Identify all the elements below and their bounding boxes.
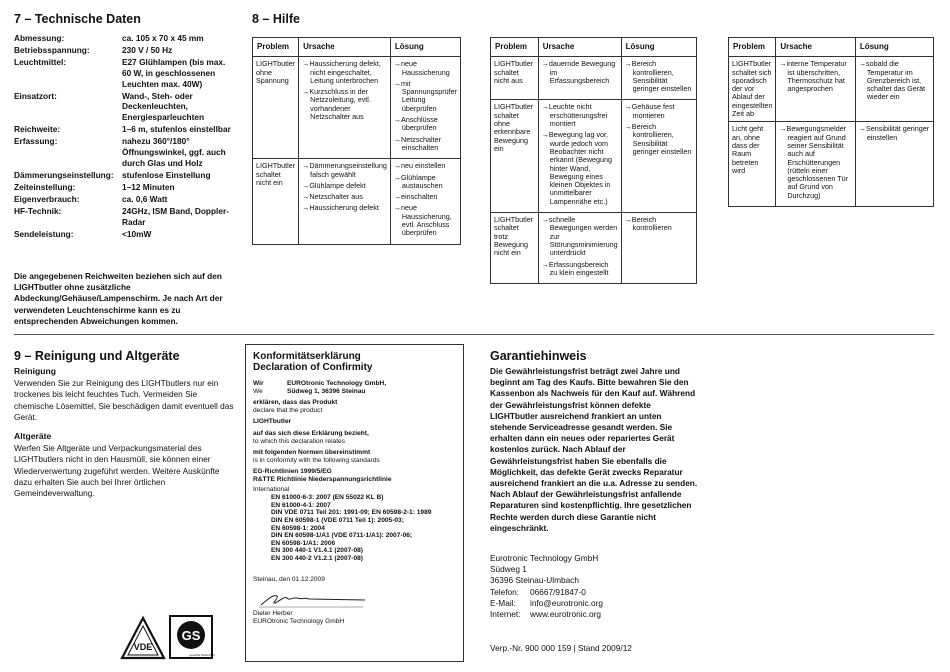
technical-data-value: <10mW: [122, 229, 152, 240]
technical-data-key: Leuchtmittel:: [14, 57, 67, 68]
help-causes-item: → Erfassungsbereich zu klein eingestellt: [542, 261, 618, 278]
web-value[interactable]: www.eurotronic.org: [530, 609, 602, 620]
svg-text:GS: GS: [181, 628, 201, 643]
help-causes-item: → Bewegungsmelder reagiert auf Grund seiner Sensibilität auch auf Erschütterungen (rütteln einer geschlossenen Tür auf Grund von Durchzug): [779, 125, 851, 200]
svg-text:VDE: VDE: [133, 642, 153, 652]
web-label: Internet:: [490, 609, 521, 620]
help-solutions: [855, 57, 933, 122]
directives-2: R&TTE Richtlinie Niederspannungsrichtlinie: [253, 475, 392, 483]
technical-data-row: [14, 182, 236, 193]
help-solutions-item: → neu einstellen: [394, 162, 457, 170]
help-causes: [538, 57, 621, 100]
relates-de: auf das sich diese Erklärung bezieht,: [253, 429, 369, 437]
declare-en: declare that the product: [253, 406, 323, 414]
technical-data-row: [14, 33, 236, 44]
technical-data-key: HF-Technik:: [14, 206, 62, 217]
vde-mark-icon: [122, 618, 164, 658]
technical-data-table: [14, 33, 236, 241]
disposal-subtitle: Altgeräte: [14, 431, 52, 442]
help-solutions: [855, 122, 933, 207]
help-problem: LIGHTbutler schaltet sich sporadisch der vor Ablauf der eingestellten Zeit ab: [729, 57, 776, 122]
help-solutions-item: → Anschlüsse überprüfen: [394, 116, 457, 133]
technical-data-key: Einsatzort:: [14, 90, 57, 101]
help-solutions: [621, 100, 696, 213]
technical-data-value: ca. 105 x 70 x 45 mm: [122, 33, 204, 43]
help-causes-item: → interne Temperatur ist überschritten, Thermoschutz hat angesprochen: [779, 60, 851, 93]
help-header-row: [491, 38, 697, 57]
help-solutions: [390, 159, 460, 244]
technical-data-row: [14, 206, 236, 227]
help-header-solution: Lösung: [390, 38, 460, 57]
service-address: [490, 553, 700, 620]
standard-item: EN 60598-1/A1: 2006: [271, 539, 336, 547]
disposal-text: Werfen Sie Altgeräte und Verpackungsmaterial des LIGHTbutlers nicht in den Hausmüll, sie können einer Wiederverwertung zugeführt werden. Weitere Auskünfte dazu erhalten Sie auch bei Ihrer örtlichen Gemeindeverwaltung.: [14, 443, 220, 499]
help-solutions-item: → mit Spannungsprüfer Leitung überprüfen: [394, 80, 457, 113]
cleaning-title: 9 – Reinigung und Altgeräte: [14, 349, 180, 363]
conformity-address: Südweg 1, 36396 Steinau: [287, 387, 366, 395]
help-problem: LIGHTbutler schaltet nicht aus: [491, 57, 539, 100]
help-row: [491, 213, 697, 284]
certification-marks: [118, 610, 238, 662]
technical-data-row: [14, 124, 236, 135]
help-causes: [538, 100, 621, 213]
technical-data-title: 7 – Technische Daten: [14, 12, 141, 26]
conformity-declaration: [245, 344, 464, 662]
technical-data-key: Dämmerungseinstellung:: [14, 169, 114, 180]
technical-data-key: Eigenverbrauch:: [14, 194, 80, 205]
help-problem: LIGHTbutler schaltet ohne erkennbare Bewegung ein: [491, 100, 539, 213]
help-solutions: [621, 213, 696, 284]
standard-item: EN 300 440-2 V1.2.1 (2007-08): [271, 554, 364, 562]
help-solutions-item: → Bereich kontrollieren, Sensibilität geringer einstellen: [625, 60, 693, 93]
gs-mark-icon: [170, 616, 215, 658]
help-solutions-item: → neue Haussicherung: [394, 60, 457, 77]
help-row: [253, 57, 461, 159]
technical-data-key: Erfassung:: [14, 136, 58, 147]
help-row: [729, 122, 934, 207]
help-solutions-item: → Netzschalter einschalten: [394, 136, 457, 153]
cleaning-section: [14, 366, 236, 499]
help-causes-item: → schnelle Bewegungen werden zur Störungsminimierung unterdrückt: [542, 216, 618, 257]
technical-data-row: [14, 229, 236, 240]
technical-data-key: Betriebsspannung:: [14, 45, 90, 56]
help-causes: [776, 57, 855, 122]
technical-data-row: [14, 45, 236, 56]
help-header-cause: Ursache: [538, 38, 621, 57]
help-table-2: [490, 37, 697, 284]
technical-data-key: Reichweite:: [14, 124, 61, 135]
help-row: [491, 100, 697, 213]
help-causes-item: → Leuchte nicht erschütterungsfrei montiert: [542, 103, 618, 128]
email-value[interactable]: info@eurotronic.org: [530, 597, 603, 608]
norms-en: is in conformity with the following standards: [253, 456, 380, 464]
technical-data-key: Abmessung:: [14, 33, 65, 43]
help-header-row: [729, 38, 934, 57]
signer-company: EUROtronic Technology GmbH: [253, 617, 345, 625]
help-problem: Licht geht an, ohne dass der Raum betreten wird: [729, 122, 776, 207]
help-causes-item: → Glühlampe defekt: [302, 182, 387, 190]
standards-list: [253, 494, 456, 562]
package-number: Verp.-Nr. 900 000 159 | Stand 2009/12: [490, 643, 632, 653]
technical-data-row: [14, 136, 236, 168]
help-header-solution: Lösung: [855, 38, 933, 57]
standard-item: DIN EN 60598-1 (VDE 0711 Teil 1): 2005-03;: [271, 516, 404, 524]
international-label: International: [253, 485, 290, 493]
technical-data-value: E27 Glühlampen (bis max. 60 W, in geschlossenen Leuchten max. 40W): [122, 57, 226, 89]
help-table-3: [728, 37, 934, 207]
help-problem: LIGHTbutler schaltet trotz Bewegung nicht ein: [491, 213, 539, 284]
help-solutions-item: → sobald die Temperatur im Grenzbereich ist, schaltet das Gerät wieder ein: [859, 60, 930, 101]
address-city: 36396 Steinau-Ulmbach: [490, 575, 580, 586]
signature-icon: [253, 588, 373, 610]
directives: EG-Richtlinien 1999/5/EG: [253, 468, 332, 476]
guarantee-title: Garantiehinweis: [490, 349, 587, 363]
address-street: Südweg 1: [490, 564, 527, 575]
help-causes-item: → Netzschalter aus: [302, 193, 387, 201]
email-label: E-Mail:: [490, 597, 516, 608]
conformity-title-en: Declaration of Confirmity: [253, 362, 373, 373]
cleaning-text: Verwenden Sie zur Reinigung des LIGHTbutlers nur ein trockenes bis leicht feuchtes Tuch. Vermeiden Sie chemische Lösemittel, Sie beschädigen damit eventuell das Gerät.: [14, 378, 234, 422]
standard-item: EN 61000-4-1: 2007: [271, 501, 331, 509]
help-causes: [538, 213, 621, 284]
place-date: Steinau, den 01.12.2009: [253, 576, 325, 584]
technical-data-row: [14, 57, 236, 89]
technical-data-value: ca. 0,6 Watt: [122, 194, 168, 205]
help-causes-item: → Haussicherung defekt, nicht eingeschaltet, Leitung unterbrochen: [302, 60, 387, 85]
technical-data-value: 24GHz, ISM Band, Doppler-Radar: [122, 206, 229, 227]
technical-data-value: stufenlose Einstellung: [122, 169, 211, 180]
section-divider: [14, 334, 934, 335]
conformity-title-de: Konformitätserklärung: [253, 351, 361, 362]
help-row: [253, 159, 461, 244]
address-company: Eurotronic Technology GmbH: [490, 553, 599, 563]
guarantee-text: Die Gewährleistungsfrist beträgt zwei Jahre und beginnt am Tag des Kaufs. Bitte bewahren Sie den Kassenbon als Nachweis für den Kauf auf. Während der Gewährleistungsfrist können defekte LIGHTbutler ausreichend frankiert an unten stehende Serviceadresse gesandt werden. Sie erhalten dann ein neues oder repariertes Gerät kostenlos zurück. Nach Ablauf der Gewährleistungsfrist haben Sie ebenfalls die Möglichkeit, das defekte Gerät zwecks Reparatur ausreichend frankiert an die u.a. Adresse zu senden. Nach Ablauf der Gewährleistungsfrist anfallende Reparaturen sind kostenpflichtig. Ihre gesetzlichen Rechte werden durch diese Garantie nicht eingeschränkt.: [490, 366, 698, 533]
standard-item: DIN VDE 0711 Teil 201: 1991-09; EN 60598-2-1: 1989: [271, 509, 432, 517]
help-causes: [299, 57, 391, 159]
cleaning-subtitle: Reinigung: [14, 366, 57, 376]
technical-data-note: Die angegebenen Reichweiten beziehen sich auf den LIGHTbutler ohne zusätzliche Abdeckung/Gehäuse/Lampenschirm. Je nach Art der verwendeten Leuchtenschirme kann es zu entsprechenden Abweichungen kommen.: [14, 271, 223, 326]
help-causes: [776, 122, 855, 207]
we-label-de: Wir: [253, 380, 264, 387]
conformity-company: EUROtronic Technology GmbH,: [287, 380, 387, 387]
help-solutions: [390, 57, 460, 159]
we-label-en: We: [253, 387, 263, 395]
phone-label: Telefon:: [490, 586, 520, 597]
help-solutions-item: → Sensibilität geringer einstellen: [859, 125, 930, 142]
standard-item: DIN EN 60598-1/A1 (VDE 0711-1/A1): 2007-06;: [271, 532, 413, 540]
help-header-cause: Ursache: [776, 38, 855, 57]
technical-data-key: Sendeleistung:: [14, 229, 74, 240]
help-causes-item: → Kurzschluss in der Netzzuleitung, evtl. vorhandener Netzschalter aus: [302, 88, 387, 121]
standard-item: EN 300 440-1 V1.4.1 (2007-08): [271, 547, 364, 555]
help-table-1: [252, 37, 461, 245]
help-row: [729, 57, 934, 122]
technical-data-row: [14, 194, 236, 205]
help-causes-item: → Bewegung lag vor, wurde jedoch vom Beobachter nicht erkannt (Bewegung hinter Wand, Bewegung eines kleinen Objektes in unmittelbarer Lampennähe etc.): [542, 131, 618, 206]
help-title: 8 – Hilfe: [252, 12, 300, 26]
help-problem: LIGHTbutler schaltet nicht ein: [253, 159, 299, 244]
help-header-row: [253, 38, 461, 57]
help-solutions-item: → neue Haussicherung, evtl. Anschluss überprüfen: [394, 204, 457, 237]
help-solutions-item: → Bereich kontrollieren, Sensibilität geringer einstellen: [625, 123, 693, 156]
phone-value: 06667/91847-0: [530, 586, 586, 597]
technical-data-key: Zeiteinstellung:: [14, 181, 76, 192]
technical-data-row: [14, 170, 236, 181]
technical-data-row: [14, 91, 236, 123]
help-header-problem: Problem: [491, 38, 539, 57]
relates-en: to which this declaration relates: [253, 437, 345, 445]
standard-item: EN 60598-1: 2004: [271, 524, 325, 532]
help-solutions-item: → Glühlampe austauschen: [394, 174, 457, 191]
help-solutions-item: → einschalten: [394, 193, 457, 201]
help-problem: LIGHTbutler ohne Spannung: [253, 57, 299, 159]
technical-data-value: nahezu 360°/180° Öffnungswinkel, ggf. auch durch Glas und Holz: [122, 136, 226, 168]
technical-data-value: 1–6 m, stufenlos einstellbar: [122, 124, 231, 135]
help-causes-item: → Haussicherung defekt: [302, 204, 387, 212]
conformity-product: LIGHTbutler: [253, 418, 292, 426]
help-solutions: [621, 57, 696, 100]
help-causes-item: → dauernde Bewegung im Erfassungsbereich: [542, 60, 618, 85]
help-row: [491, 57, 697, 100]
help-causes-item: → Dämmerungseinstellung falsch gewählt: [302, 162, 387, 179]
declare-de: erklären, dass das Produkt: [253, 399, 338, 407]
help-header-problem: Problem: [729, 38, 776, 57]
help-solutions-item: → Bereich kontrollieren: [625, 216, 693, 233]
technical-data-value: 1–12 Minuten: [122, 181, 175, 192]
standard-item: EN 61000-6-3: 2007 (EN 55022 KL B): [271, 494, 384, 502]
help-header-solution: Lösung: [621, 38, 696, 57]
help-causes: [299, 159, 391, 244]
help-header-problem: Problem: [253, 38, 299, 57]
help-solutions-item: → Gehäuse fest montieren: [625, 103, 693, 120]
norms-de: mit folgenden Normen übereinstimmt: [253, 449, 371, 457]
technical-data-value: Wand-, Steh- oder Deckenleuchten, Energiesparleuchten: [122, 90, 205, 122]
technical-data-value: 230 V / 50 Hz: [122, 45, 173, 56]
svg-text:geprüfte Sicherheit: geprüfte Sicherheit: [189, 653, 215, 657]
help-header-cause: Ursache: [299, 38, 391, 57]
signer-name: Dieter Herber: [253, 610, 293, 618]
